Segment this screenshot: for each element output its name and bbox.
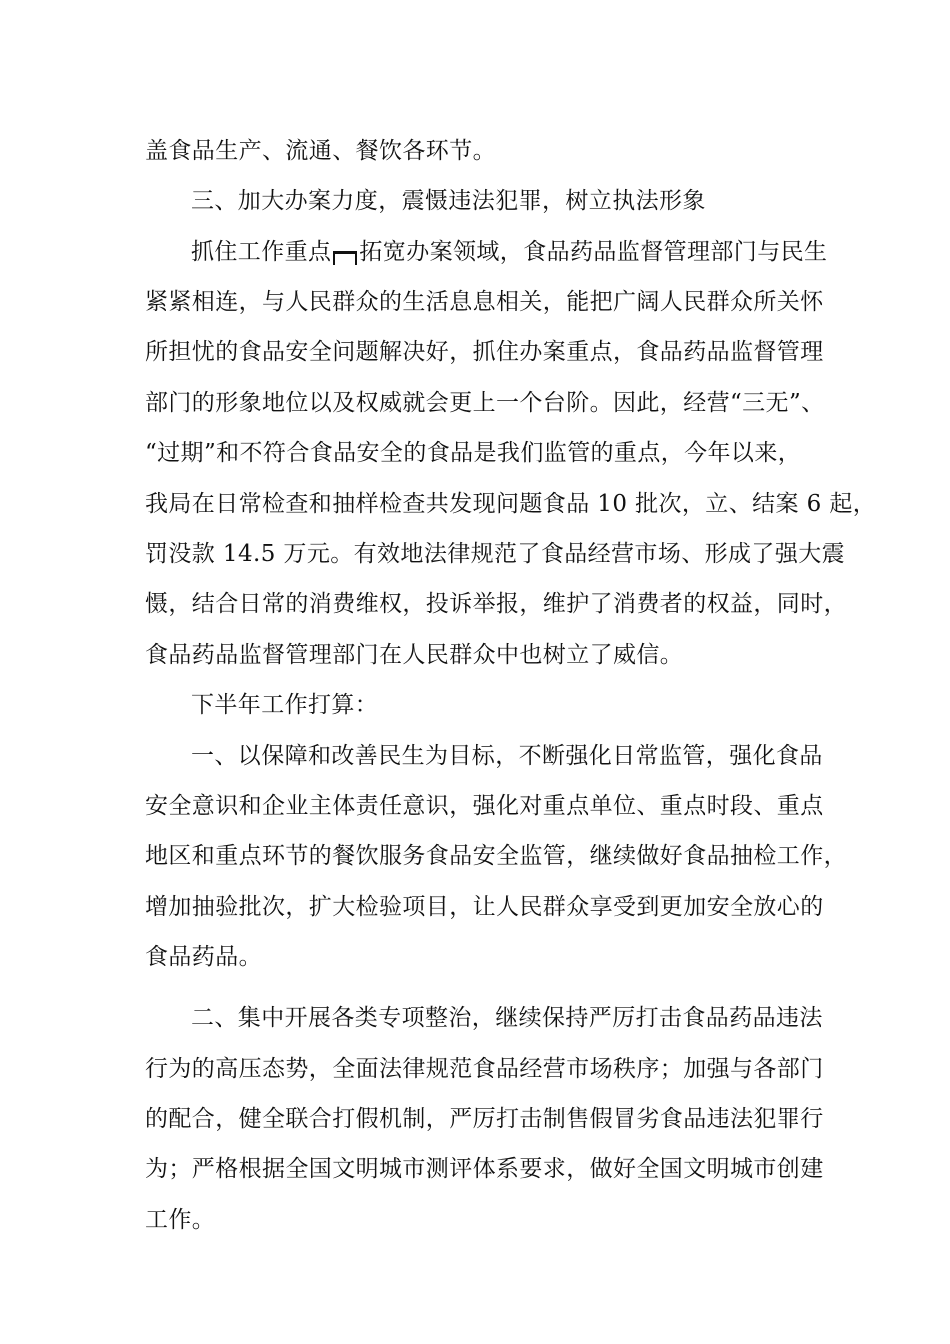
text-line: 工作。 [145, 1207, 216, 1233]
section-heading: 三、加大办案力度，震慑违法犯罪，树立执法形象 [191, 188, 706, 214]
text-line: 盖食品生产、流通、餐饮各环节。 [145, 138, 496, 164]
text-line: 我局在日常检查和抽样检查共发现问题食品 10 批次，立、结案 6 起， [145, 491, 877, 517]
text-line: 所担忧的食品安全问题解决好，抓住办案重点，食品药品监督管理 [145, 339, 824, 365]
text-line: 增加抽验批次，扩大检验项目，让人民群众享受到更加安全放心的 [145, 894, 824, 920]
text-fragment: 拓宽办案领域，食品药品监督管理部门与民生 [359, 239, 828, 265]
text-line: 为；严格根据全国文明城市测评体系要求，做好全国文明城市创建 [145, 1156, 824, 1182]
text-line: 食品药品监督管理部门在人民群众中也树立了威信。 [145, 642, 684, 668]
section-heading: 下半年工作打算： [191, 692, 379, 718]
text-fragment: 抓住工作重点 [191, 239, 332, 265]
text-line: 部门的形象地位以及权威就会更上一个台阶。因此，经营“三无”、 [145, 390, 825, 416]
text-line: “过期”和不符合食品安全的食品是我们监管的重点，今年以来， [145, 440, 802, 466]
text-line: 二、集中开展各类专项整治，继续保持严厉打击食品药品违法 [191, 1005, 823, 1031]
text-line: 安全意识和企业主体责任意识，强化对重点单位、重点时段、重点 [145, 793, 824, 819]
text-line: 行为的高压态势，全面法律规范食品经营市场秩序；加强与各部门 [145, 1056, 824, 1082]
text-line: 紧紧相连，与人民群众的生活息息相关，能把广阔人民群众所关怀 [145, 289, 824, 315]
text-line: 一、以保障和改善民生为目标，不断强化日常监管，强化食品 [191, 743, 823, 769]
text-line: 食品药品。 [145, 944, 262, 970]
text-line: 罚没款 14.5 万元。有效地法律规范了食品经营市场、形成了强大震 [145, 541, 846, 567]
text-line [191, 237, 827, 267]
text-line: 地区和重点环节的餐饮服务食品安全监管，继续做好食品抽检工作， [145, 843, 847, 869]
text-line: 慑，结合日常的消费维权，投诉举报，维护了消费者的权益，同时， [145, 591, 847, 617]
insertion-mark-icon [333, 251, 357, 265]
text-line: 的配合，健全联合打假机制，严厉打击制售假冒劣食品违法犯罪行 [145, 1106, 824, 1132]
